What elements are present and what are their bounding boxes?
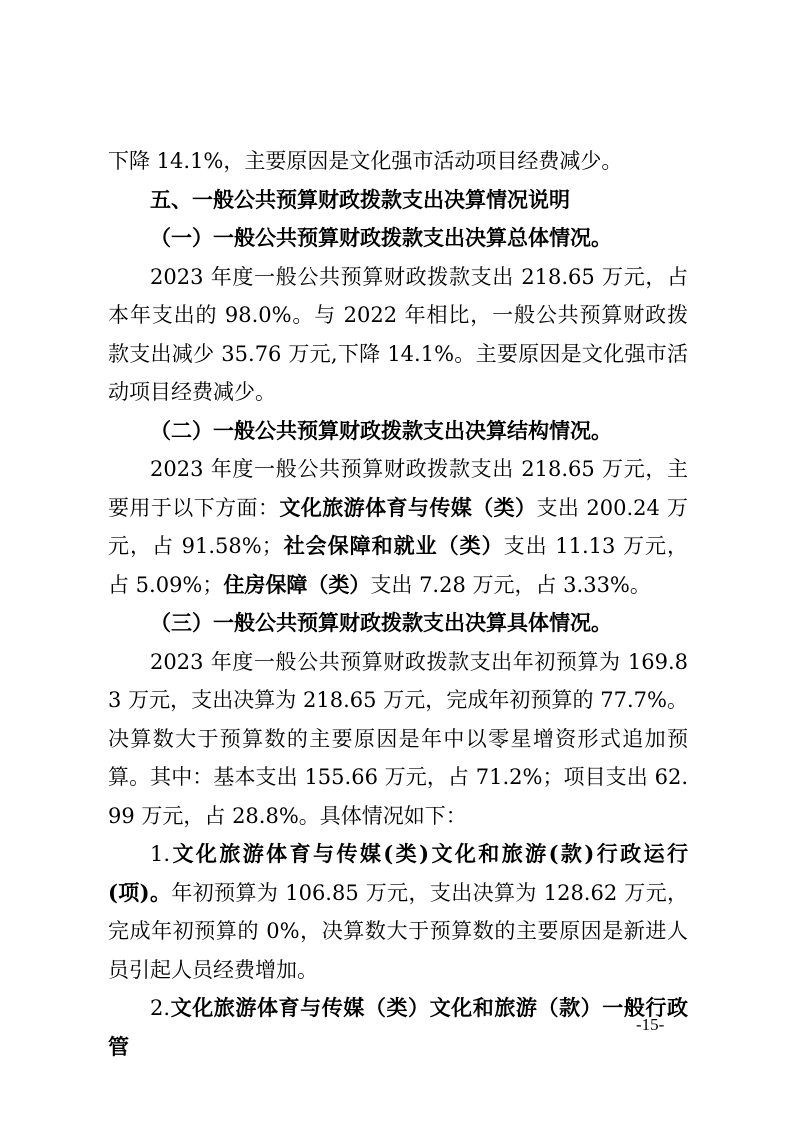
- paragraph-details: 2023 年度一般公共预算财政拨款支出年初预算为 169.83 万元，支出决算为 218.65 万元，完成年初预算的 77.7%。决算数大于预算数的主要原因是年中以零星增资形式追加预算。其中：基本支出 155.66 万元，占 71.2%；项目支出 62.99 万元，占 28.8%。具体情况如下：: [108, 649, 688, 828]
- list-item-1-number: 1.: [150, 842, 171, 866]
- section-heading-5: 五、一般公共预算财政拨款支出决算情况说明: [150, 186, 570, 212]
- category-housing: 住房保障（类）: [223, 571, 371, 597]
- paragraph-overall: 2023 年度一般公共预算财政拨款支出 218.65 万元，占本年支出的 98.0%。与 2022 年相比，一般公共预算财政拨款支出减少 35.76 万元,下降 14.1%。主要原因是文化强市活动项目经费减少。: [108, 264, 688, 404]
- list-item-2-title: 文化旅游体育与传媒（类）文化和旅游（款）一般行政管: [108, 995, 688, 1059]
- structure-intro: 2023 年度一般公共预算财政拨款支出 218.65 万元，主要用于以下方面：: [108, 457, 688, 520]
- category-social: 社会保障和就业（类）: [282, 533, 504, 558]
- category-culture-amount: 支出 200.24 万元，占 91.58%；: [108, 495, 688, 558]
- category-social-amount: 支出 11.13 万元，占 5.09%；: [108, 534, 688, 597]
- category-culture: 文化旅游体育与传媒（类）: [279, 494, 537, 520]
- page-number: -15-: [636, 1015, 665, 1034]
- subheading-structure: （二）一般公共预算财政拨款支出决算结构情况。: [150, 417, 612, 443]
- paragraph-continuation: 下降 14.1%，主要原因是文化强市活动项目经费减少。: [108, 149, 623, 173]
- list-item-1-title: 文化旅游体育与传媒(类)文化和旅游(款)行政运行(项)。: [108, 841, 688, 905]
- document-body: [108, 142, 688, 1066]
- list-item-1-body: 年初预算为 106.85 万元，支出决算为 128.62 万元，完成年初预算的 0%，决算数大于预算数的主要原因是新进人员引起人员经费增加。: [108, 880, 688, 982]
- paragraph-structure: [108, 450, 688, 604]
- category-housing-amount: 支出 7.28 万元，占 3.33%。: [370, 572, 651, 597]
- list-item-2: [108, 989, 688, 1066]
- list-item-1: [108, 835, 688, 989]
- list-item-2-number: 2.: [150, 996, 171, 1020]
- subheading-details: （三）一般公共预算财政拨款支出决算具体情况。: [150, 610, 612, 635]
- subheading-overall: （一）一般公共预算财政拨款支出决算总体情况。: [150, 225, 612, 250]
